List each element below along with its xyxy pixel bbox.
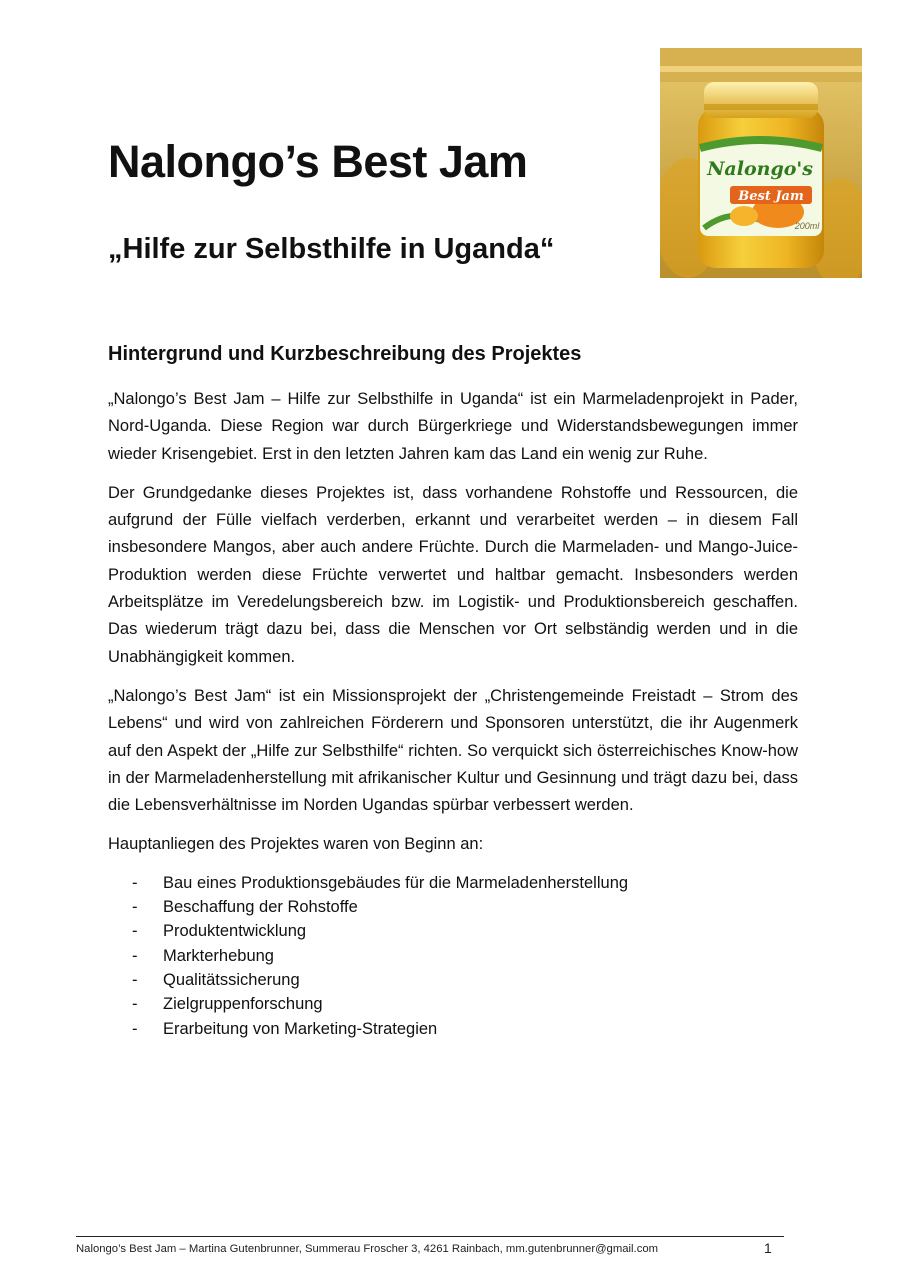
paragraph-intro: „Nalongo’s Best Jam – Hilfe zur Selbsthilfe in Uganda“ ist ein Marmeladenprojekt in Pader, Nord-Uganda. Diese Region war durch Bürgerkriege und Widerstandsbewegungen immer wieder Krisengebiet. Erst in den letzten Jahren kam das Land ein wenig zur Ruhe. — [108, 390, 798, 463]
jar-label-brand: Nalongo's — [707, 158, 813, 180]
list-item — [108, 968, 798, 992]
list-bullet: - — [132, 995, 138, 1014]
page-number: 1 — [764, 1240, 772, 1256]
document-subtitle: „Hilfe zur Selbsthilfe in Uganda“ — [108, 233, 555, 265]
paragraph-concept: Der Grundgedanke dieses Projektes ist, dass vorhandene Rohstoffe und Ressourcen, die aufgrund der Fülle vielfach verderben, erkannt und verarbeitet werden – in diesem Fall insbesondere Mangos, aber auch andere Früchte. Durch die Marmeladen- und Mango-Juice-Produktion werden diese Früchte verwertet und haltbar gemacht. Insbesonders werden Arbeitsplätze im Veredelungsbereich bzw. im Logistik- und Produktionsbereich geschaffen. Das wiederum trägt dazu bei, dass die Menschen vor Ort selbständig werden und in die Unabhängigkeit kommen. — [108, 483, 798, 666]
paragraph-mission: „Nalongo’s Best Jam“ ist ein Missionsprojekt der „Christengemeinde Freistadt – Strom des Lebens“ und wird von zahlreichen Förderern und Sponsoren unterstützt, die ihr Augenmerk auf den Aspekt der „Hilfe zur Selbsthilfe“ richten. So verquickt sich österreichisches Know-how in der Marmeladenherstellung mit afrikanischer Kultur und Gesinnung und trägt dazu bei, dass die Lebensverhältnisse im Norden Ugandas spürbar verbessert werden. — [108, 686, 798, 815]
jar-label-volume: 200ml — [794, 221, 820, 231]
list-item-text: Erarbeitung von Marketing-Strategien — [163, 1019, 438, 1038]
list-item-text: Zielgruppenforschung — [163, 995, 323, 1014]
list-item-text: Produktentwicklung — [163, 922, 307, 941]
goals-list — [108, 871, 798, 1041]
jam-jar-photo — [660, 48, 862, 278]
list-item — [108, 895, 798, 919]
list-bullet: - — [132, 898, 138, 917]
list-bullet: - — [132, 946, 138, 965]
list-item — [108, 944, 798, 968]
footer-contact: Nalongo’s Best Jam – Martina Gutenbrunner, Summerau Froscher 3, 4261 Rainbach, mm.gutenbrunner@gmail.com — [76, 1243, 659, 1255]
list-item-text: Qualitätssicherung — [163, 970, 300, 989]
list-item-text: Bau eines Produktionsgebäudes für die Marmeladenherstellung — [163, 873, 629, 892]
list-item — [108, 992, 798, 1016]
list-item — [108, 919, 798, 943]
jar-label-product: Best Jam — [738, 189, 804, 204]
list-bullet: - — [132, 1019, 138, 1038]
list-item — [108, 871, 798, 895]
footer-divider — [76, 1236, 784, 1237]
list-bullet: - — [132, 873, 138, 892]
jam-jar-illustration — [660, 48, 862, 278]
document-title: Nalongo’s Best Jam — [108, 136, 528, 187]
section-heading: Hintergrund und Kurzbeschreibung des Projektes — [108, 343, 582, 365]
list-bullet: - — [132, 922, 138, 941]
section-body — [108, 386, 798, 1041]
list-item — [108, 1017, 798, 1041]
list-item-text: Markterhebung — [163, 946, 274, 965]
paragraph-goals-intro: Hauptanliegen des Projektes waren von Beginn an: — [108, 835, 484, 854]
list-bullet: - — [132, 970, 138, 989]
list-item-text: Beschaffung der Rohstoffe — [163, 898, 358, 917]
